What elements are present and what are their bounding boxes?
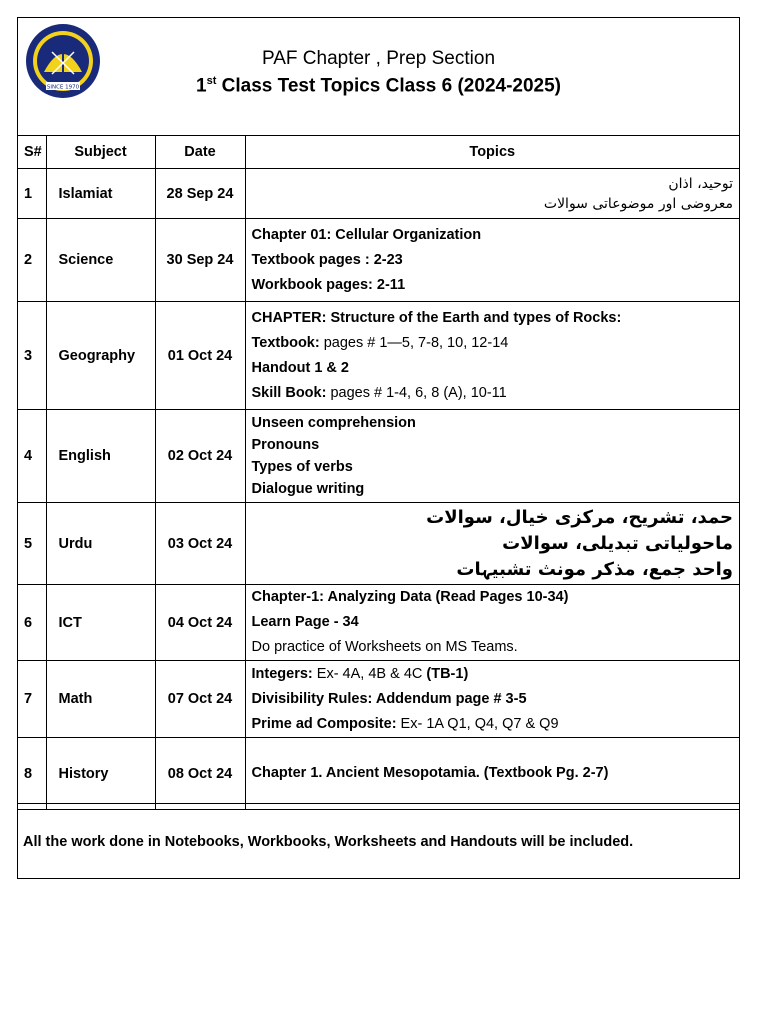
- table-row: [18, 661, 739, 738]
- row-subject: History: [46, 738, 155, 810]
- topic-line: Unseen comprehension: [251, 415, 416, 431]
- row-sn: 4: [18, 410, 46, 503]
- topic-line: Textbook pages : 2-23: [251, 251, 403, 268]
- topic-line: Types of verbs: [251, 459, 353, 475]
- footer-note: [18, 803, 739, 879]
- row-sn: 3: [18, 302, 46, 410]
- topic-line: Workbook pages: 2-11: [251, 276, 406, 293]
- row-date: 02 Oct 24: [155, 410, 245, 503]
- topic-line: Textbook: pages # 1—5, 7-8, 10, 12-14: [251, 334, 509, 351]
- row-topics: [245, 738, 739, 810]
- row-subject: Science: [46, 219, 155, 302]
- row-topics: [245, 585, 739, 661]
- row-topics: [245, 503, 739, 585]
- row-topics: [245, 410, 739, 503]
- topic-line: Chapter 1. Ancient Mesopotamia. (Textbook Pg. 2-7): [251, 765, 609, 781]
- header-sn: S#: [18, 136, 46, 169]
- topics-table: [18, 135, 739, 810]
- row-date: 30 Sep 24: [155, 219, 245, 302]
- topic-line: Pronouns: [251, 437, 320, 453]
- topic-line: توحید، اذان: [668, 175, 733, 192]
- topic-line: Dialogue writing: [251, 481, 365, 497]
- row-topics: [245, 302, 739, 410]
- header-date: Date: [155, 136, 245, 169]
- row-date: 08 Oct 24: [155, 738, 245, 810]
- document-title: PAF Chapter , Prep Section: [261, 48, 496, 69]
- row-sn: 5: [18, 503, 46, 585]
- row-sn: 2: [18, 219, 46, 302]
- row-subject: Geography: [46, 302, 155, 410]
- document-header: [18, 18, 739, 136]
- topic-line: واحد جمع، مذکر مونث تشبیہات: [456, 558, 733, 580]
- row-sn: 7: [18, 661, 46, 738]
- table-header-row: [18, 136, 739, 169]
- header-topics: Topics: [245, 136, 739, 169]
- row-subject: Islamiat: [46, 169, 155, 219]
- logo-since-text: SINCE 1970: [46, 84, 80, 91]
- table-row: [18, 585, 739, 661]
- row-sn: 8: [18, 738, 46, 810]
- row-date: 28 Sep 24: [155, 169, 245, 219]
- row-date: 07 Oct 24: [155, 661, 245, 738]
- row-topics: [245, 661, 739, 738]
- row-topics: [245, 169, 739, 219]
- row-date: 04 Oct 24: [155, 585, 245, 661]
- topic-line: Do practice of Worksheets on MS Teams.: [251, 639, 518, 655]
- table-row: [18, 302, 739, 410]
- table-row: [18, 503, 739, 585]
- table-row: [18, 219, 739, 302]
- table-row: [18, 738, 739, 810]
- row-sn: 1: [18, 169, 46, 219]
- topic-line: حمد، تشریح، مرکزی خیال، سوالات: [426, 506, 733, 528]
- topic-line: Skill Book: pages # 1-4, 6, 8 (A), 10-11: [251, 384, 507, 401]
- footer-note-text: All the work done in Notebooks, Workbooks, Worksheets and Handouts will be included.: [23, 834, 634, 850]
- topic-line: ماحولیاتی تبدیلی، سوالات: [502, 532, 733, 554]
- topic-line: Handout 1 & 2: [251, 359, 349, 376]
- row-date: 01 Oct 24: [155, 302, 245, 410]
- table-row: [18, 169, 739, 219]
- topic-line: معروضی اور موضوعاتی سوالات: [543, 195, 733, 212]
- table-row: [18, 410, 739, 503]
- topic-line: Chapter-1: Analyzing Data (Read Pages 10-34): [251, 589, 569, 605]
- header-subject: Subject: [46, 136, 155, 169]
- row-sn: 6: [18, 585, 46, 661]
- row-topics: [245, 219, 739, 302]
- row-subject: ICT: [46, 585, 155, 661]
- row-subject: English: [46, 410, 155, 503]
- topic-line: Chapter 01: Cellular Organization: [251, 226, 482, 243]
- row-subject: Urdu: [46, 503, 155, 585]
- topic-line: Learn Page - 34: [251, 614, 359, 630]
- topic-line: Integers: Ex- 4A, 4B & 4C (TB-1): [251, 665, 469, 682]
- test-schedule-sheet: [17, 17, 740, 879]
- row-subject: Math: [46, 661, 155, 738]
- topic-line: Divisibility Rules: Addendum page # 3-5: [251, 690, 527, 707]
- document-subtitle: 1st Class Test Topics Class 6 (2024-2025): [196, 75, 561, 97]
- topic-line: CHAPTER: Structure of the Earth and types of Rocks:: [251, 309, 622, 326]
- row-date: 03 Oct 24: [155, 503, 245, 585]
- topic-line: Prime ad Composite: Ex- 1A Q1, Q4, Q7 & Q9: [251, 715, 559, 732]
